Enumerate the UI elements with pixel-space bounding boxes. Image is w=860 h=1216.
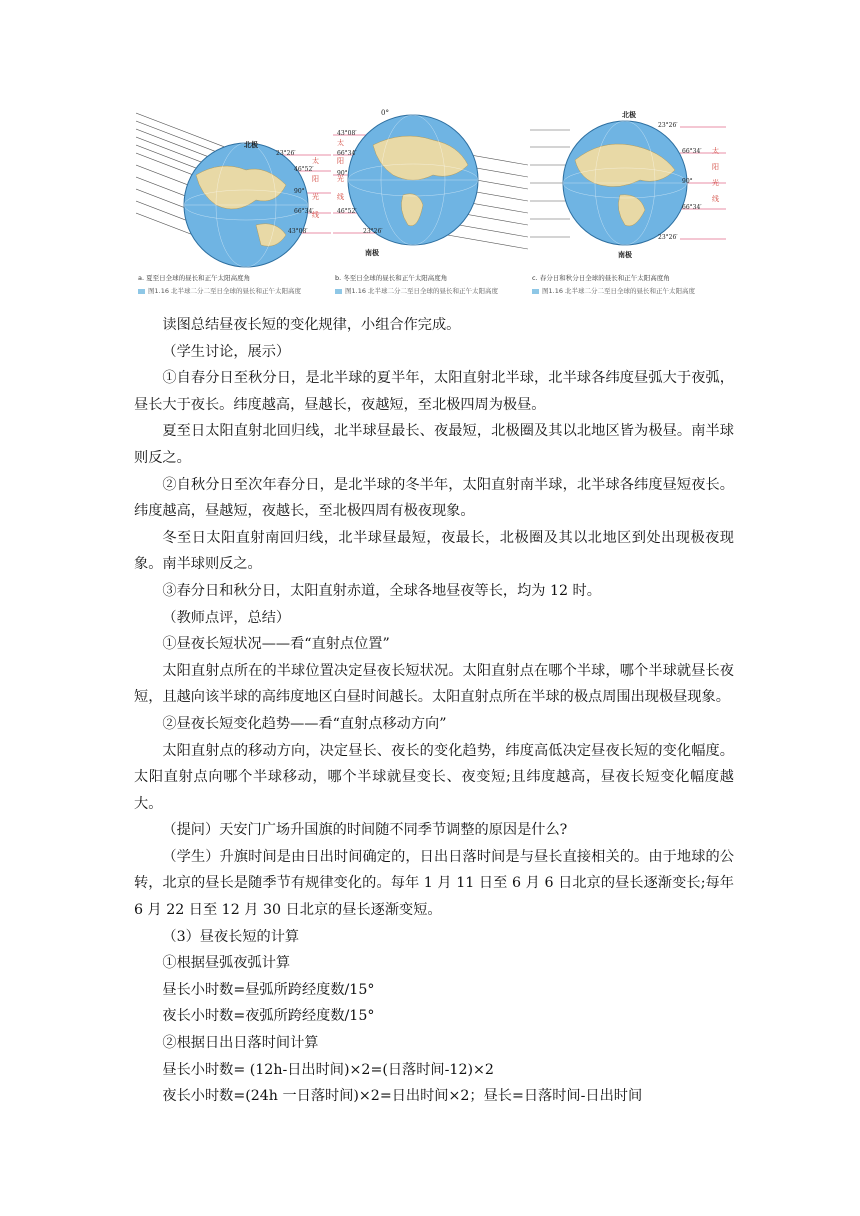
paragraph: ③春分日和秋分日，太阳直射赤道，全球各地昼夜等长，均为 12 时。 [162, 582, 601, 599]
figure-summer-solstice [136, 105, 331, 300]
angle-label-1: 23°26′ [658, 122, 678, 129]
paragraph: 太阳直射点所在的半球位置决定昼夜长短状况。太阳直射点在哪个半球，哪个半球就昼长夜短，且越向该半球的高纬度地区白昼时间越长。太阳直射点所在半球的极点周围出现极昼现象。 [134, 662, 734, 706]
angle-label-2: 66°34′ [682, 148, 702, 155]
paragraph: ①根据昼弧夜弧计算 [162, 955, 291, 972]
section-heading: （3）昼夜长短的计算 [162, 928, 300, 945]
paragraph: 太阳直射点的移动方向，决定昼长、夜长的变化趋势，纬度高低决定昼夜长短的变化幅度。太阳直射点向哪个半球移动，哪个半球就昼变长、夜变短;且纬度越高，昼夜长短变化幅度越大。 [134, 742, 734, 812]
paragraph: 冬至日太阳直射南回归线，北半球昼最短，夜最长，北极圈及其以北地区到处出现极夜现象。南半球则反之。 [134, 529, 734, 573]
sun-light-label: 太阳光线 [312, 157, 319, 219]
formula: 昼长小时数=昼弧所跨经度数/15° [162, 981, 375, 998]
north-pole-label: 北极 [622, 110, 636, 119]
figure-row [136, 105, 726, 300]
figure-winter-solstice [333, 105, 528, 300]
angle-label-5: 43°08′ [288, 228, 308, 235]
paragraph: （教师点评，总结） [162, 609, 291, 626]
paragraph: ②自秋分日至次年春分日，是北半球的冬半年，太阳直射南半球，北半球各纬度昼短夜长。纬度越高，昼越短，夜越长，至北极四周有极夜现象。 [134, 476, 734, 520]
paragraph: ②昼夜长短变化趋势——看“直射点移动方向” [162, 715, 447, 732]
angle-label-4: 66°34′ [294, 208, 314, 215]
paragraph: 读图总结昼夜长短的变化规律，小组合作完成。 [162, 317, 461, 333]
globe-diagram-b [333, 105, 528, 270]
angle-label-1: 43°08′ [337, 130, 357, 137]
paragraph: （提问）天安门广场升国旗的时间随不同季节调整的原因是什么? [162, 822, 568, 839]
angle-label-4: 66°34′ [682, 204, 702, 211]
south-pole-label: 南极 [618, 250, 632, 259]
paragraph: （学生讨论，展示） [162, 343, 291, 360]
angle-label-3: 90° [682, 178, 693, 185]
paragraph: 夏至日太阳直射北回归线，北半球昼最长、夜最短，北极圈及其以北地区皆为极昼。南半球则反之。 [134, 423, 734, 466]
angle-label-1: 23°26′ [276, 150, 296, 157]
south-pole-label: 南极 [365, 248, 379, 257]
paragraph: ①昼夜长短状况——看“直射点位置” [162, 636, 390, 653]
body-text [134, 312, 734, 1110]
figure-caption-a: a. 夏至日全球的昼长和正午太阳高度角 [138, 274, 251, 282]
globe-diagram-a [136, 105, 331, 270]
figure-label-c: 图1.16 北半球二分二至日全球的昼长和正午太阳高度 [532, 286, 695, 295]
formula: 夜长小时数=夜弧所跨经度数/15° [162, 1008, 375, 1025]
globe-diagram-c [530, 105, 726, 270]
figure-label-a: 图1.16 北半球二分二至日全球的昼长和正午太阳高度 [138, 286, 301, 295]
angle-label-2: 46°52′ [294, 166, 314, 173]
figure-label-b: 图1.16 北半球二分二至日全球的昼长和正午太阳高度 [335, 286, 498, 295]
north-pole-label: 北极 [244, 140, 258, 149]
angle-label-5: 23°26′ [658, 234, 678, 241]
angle-label-3: 90° [337, 170, 348, 177]
angle-label-4: 46°52′ [337, 208, 357, 215]
angle-label-5: 23°26′ [363, 228, 383, 235]
figure-caption-c: c. 春分日和秋分日全球的昼长和正午太阳高度角 [532, 274, 670, 282]
formula: 夜长小时数=(24h 一日落时间)×2=日出时间×2；昼长=日落时间-日出时间 [162, 1088, 643, 1105]
angle-label-2: 66°34′ [337, 150, 357, 157]
north-pole-label: 0° [381, 109, 389, 117]
figure-caption-b: b. 冬至日全球的昼长和正午太阳高度角 [335, 274, 448, 282]
sun-light-label: 太阳光线 [337, 139, 344, 201]
paragraph: ②根据日出日落时间计算 [162, 1035, 319, 1052]
figure-equinox [530, 105, 726, 300]
paragraph: （学生）升旗时间是由日出时间确定的，日出日落时间是与昼长直接相关的。由于地球的公转，北京的昼长是随季节有规律变化的。每年 1 月 11 日至 6 月 6 日北京的昼长逐渐变长;每年 6 月 22 日至 12 月 30 日北京的昼长逐渐变短。 [134, 848, 734, 919]
formula: 昼长小时数= (12h-日出时间)×2=(日落时间-12)×2 [162, 1061, 494, 1078]
paragraph: ①自春分日至秋分日，是北半球的夏半年，太阳直射北半球，北半球各纬度昼弧大于夜弧，昼长大于夜长。纬度越高，昼越长，夜越短，至北极四周为极昼。 [134, 370, 734, 413]
angle-label-3: 90° [294, 188, 305, 195]
sun-light-label: 太阳光线 [712, 147, 719, 203]
